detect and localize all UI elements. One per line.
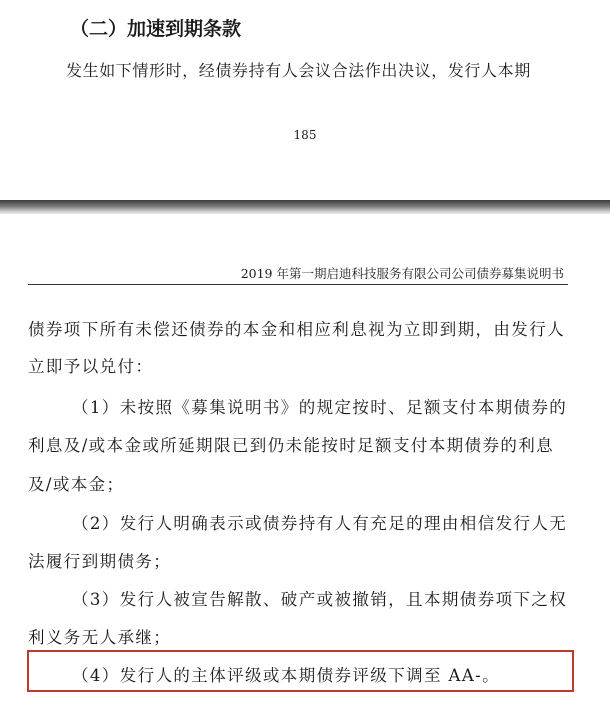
running-header: 2019 年第一期启迪科技服务有限公司公司债券募集说明书 <box>240 266 564 281</box>
body-text-line: 债券项下所有未偿还债券的本金和相应利息视为立即到期，由发行人 <box>28 320 565 339</box>
document-page-top <box>0 0 610 200</box>
list-item-3: （3）发行人被宣告解散、破产或被撤销，且本期债券项下之权 <box>72 590 568 609</box>
body-text-line: 利息及/或本金或所延期限已到仍未能按时足额支付本期债券的利息 <box>28 436 555 455</box>
body-text-line: 发生如下情形时，经债券持有人会议合法作出决议，发行人本期 <box>66 61 531 80</box>
document-page-bottom <box>0 214 610 713</box>
header-rule <box>28 284 568 285</box>
page-separator <box>0 200 610 214</box>
body-text-line: 利义务无人承继； <box>28 628 172 647</box>
list-item-2: （2）发行人明确表示或债券持有人有充足的理由相信发行人无 <box>72 514 568 533</box>
section-heading: （二）加速到期条款 <box>70 18 242 40</box>
list-item-1: （1）未按照《募集说明书》的规定按时、足额支付本期债券的 <box>72 398 568 417</box>
highlight-box <box>27 650 574 692</box>
body-text-line: 及/或本金； <box>28 475 125 494</box>
page-number: 185 <box>293 128 317 142</box>
body-text-line: 立即予以兑付： <box>28 357 154 376</box>
list-item-4-highlighted: （4）发行人的主体评级或本期债券评级下调至 AA-。 <box>72 666 501 685</box>
body-text-line: 法履行到期债务； <box>28 552 172 571</box>
